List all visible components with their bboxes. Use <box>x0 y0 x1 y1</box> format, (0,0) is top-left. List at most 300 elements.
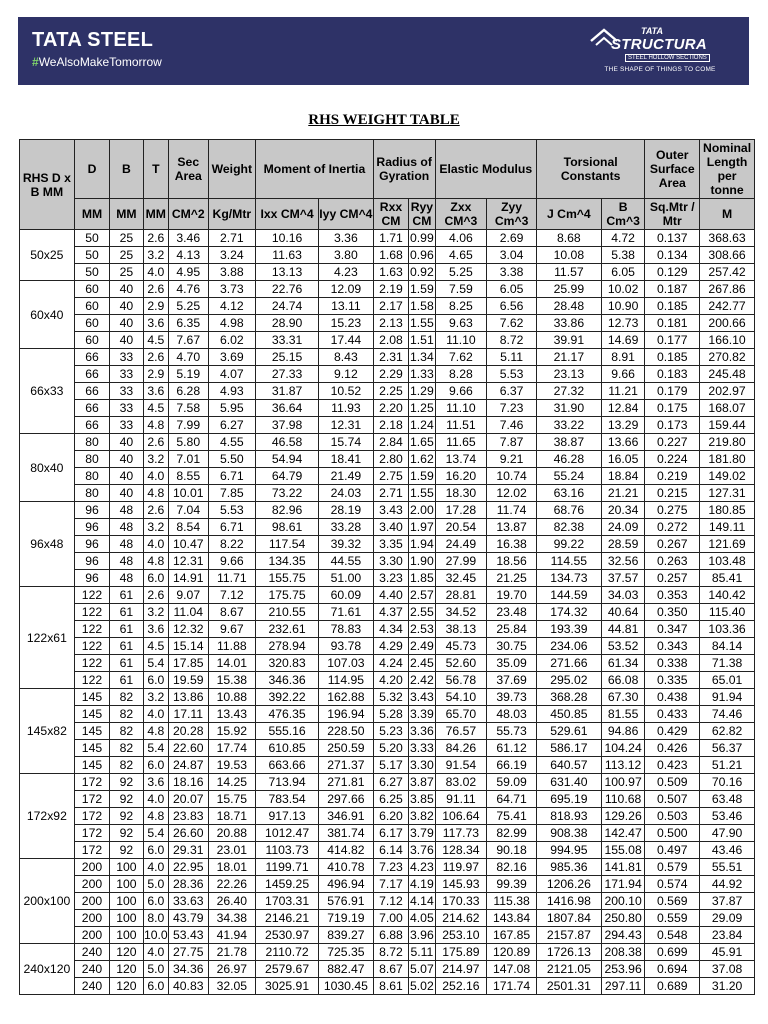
table-cell: 16.38 <box>487 536 537 553</box>
table-cell: 33.63 <box>168 893 208 910</box>
table-cell: 0.343 <box>645 638 700 655</box>
table-cell: 7.99 <box>168 417 208 434</box>
table-cell: 40 <box>110 332 143 349</box>
col-header-sec-area: Sec Area <box>168 140 208 199</box>
table-cell: 15.75 <box>208 791 256 808</box>
size-label: 60x40 <box>20 281 75 349</box>
table-cell: 92 <box>110 808 143 825</box>
table-cell: 2.6 <box>143 230 168 247</box>
table-cell: 8.22 <box>208 536 256 553</box>
table-cell: 0.509 <box>645 774 700 791</box>
table-cell: 83.02 <box>435 774 487 791</box>
table-cell: 5.02 <box>410 979 434 993</box>
table-cell: 82.16 <box>487 859 537 876</box>
table-cell: 253.10 <box>435 927 487 944</box>
table-cell: 3.2 <box>143 689 168 706</box>
table-cell: 270.82 <box>700 349 755 366</box>
table-cell: 120 <box>110 944 143 961</box>
table-cell: 4.14 <box>410 894 434 908</box>
table-cell: 38.13 <box>435 621 487 638</box>
table-cell: 27.99 <box>435 553 487 570</box>
table-row <box>20 332 755 349</box>
table-cell: 45.73 <box>435 638 487 655</box>
table-cell: 92 <box>110 842 143 859</box>
table-cell: 120.89 <box>487 944 537 961</box>
table-cell: 40 <box>110 485 143 502</box>
table-cell: 28.90 <box>256 315 319 332</box>
table-cell: 32.05 <box>208 978 256 995</box>
table-cell: 134.73 <box>536 570 601 587</box>
table-cell: 2.49 <box>410 639 434 653</box>
table-cell: 40.64 <box>601 604 645 621</box>
table-cell: 4.5 <box>143 638 168 655</box>
table-cell: 31.87 <box>256 383 319 400</box>
table-cell: 4.19 <box>410 877 434 891</box>
table-cell: 12.32 <box>168 621 208 638</box>
table-cell: 882.47 <box>319 961 374 978</box>
table-cell: 0.134 <box>645 247 700 264</box>
table-cell: 24.09 <box>601 519 645 536</box>
unit-header: Ixx CM^4 <box>256 199 319 230</box>
table-cell: 44.92 <box>700 876 755 893</box>
table-cell: 99.22 <box>536 536 601 553</box>
table-cell: 92 <box>110 774 143 791</box>
table-cell: 28.59 <box>601 536 645 553</box>
table-cell: 2.6 <box>143 502 168 519</box>
table-cell: 1459.25 <box>256 876 319 893</box>
table-cell: 346.91 <box>319 808 374 825</box>
table-cell: 11.04 <box>168 604 208 621</box>
table-cell: 75.41 <box>487 808 537 825</box>
table-cell: 84.26 <box>435 740 487 757</box>
table-cell: 11.51 <box>435 417 487 434</box>
table-cell: 0.574 <box>645 876 700 893</box>
table-cell: 172 <box>74 791 109 808</box>
size-label: 96x48 <box>20 502 75 587</box>
table-cell: 28.19 <box>319 502 374 519</box>
table-cell: 200 <box>74 927 109 944</box>
table-cell: 0.438 <box>645 689 700 706</box>
table-cell: 271.66 <box>536 655 601 672</box>
table-cell: 818.93 <box>536 808 601 825</box>
table-cell: 33.86 <box>536 315 601 332</box>
table-cell: 2.6 <box>143 587 168 604</box>
table-cell: 16.05 <box>601 451 645 468</box>
table-cell: 9.21 <box>487 451 537 468</box>
table-cell: 2.80 <box>373 451 408 468</box>
table-cell: 1.97 <box>410 520 434 534</box>
table-cell: 5.28 <box>373 706 408 723</box>
table-cell: 13.74 <box>435 451 487 468</box>
table-cell: 107.03 <box>319 655 374 672</box>
table-cell: 128.34 <box>435 842 487 859</box>
table-cell: 3.33 <box>410 741 434 755</box>
table-cell: 994.95 <box>536 842 601 859</box>
table-row <box>20 774 755 791</box>
table-cell: 2530.97 <box>256 927 319 944</box>
table-cell: 10.02 <box>601 281 645 298</box>
table-row <box>20 451 755 468</box>
table-cell: 18.41 <box>319 451 374 468</box>
size-label: 66x33 <box>20 349 75 434</box>
table-cell: 24.49 <box>435 536 487 553</box>
table-cell: 8.68 <box>536 230 601 247</box>
table-cell: 2.71 <box>208 230 256 247</box>
table-cell: 11.21 <box>601 383 645 400</box>
table-cell: 27.75 <box>168 944 208 961</box>
table-cell: 267.86 <box>700 281 755 298</box>
table-cell: 4.76 <box>168 281 208 298</box>
table-cell: 2.31 <box>373 349 408 366</box>
table-cell: 82 <box>110 757 143 774</box>
table-cell: 98.61 <box>256 519 319 536</box>
unit-header: MM <box>74 199 109 230</box>
table-cell: 7.62 <box>435 349 487 366</box>
table-cell: 145.93 <box>435 876 487 893</box>
table-cell: 172 <box>74 808 109 825</box>
table-cell: 25.15 <box>256 349 319 366</box>
table-cell: 180.85 <box>700 502 755 519</box>
table-cell: 3.85 <box>410 792 434 806</box>
table-cell: 13.66 <box>601 434 645 451</box>
table-cell: 1.68 <box>373 247 408 264</box>
table-cell: 100.97 <box>601 774 645 791</box>
table-cell: 11.71 <box>208 570 256 587</box>
table-cell: 25 <box>110 247 143 264</box>
table-cell: 71.61 <box>319 604 374 621</box>
table-cell: 155.08 <box>601 842 645 859</box>
table-cell: 45.91 <box>700 944 755 961</box>
table-cell: 20.54 <box>435 519 487 536</box>
table-cell: 2.42 <box>410 673 434 687</box>
table-cell: 7.12 <box>373 893 408 910</box>
table-cell: 143.84 <box>487 910 537 927</box>
table-cell: 4.40 <box>373 587 408 604</box>
table-cell: 32.56 <box>601 553 645 570</box>
table-row <box>20 910 755 927</box>
table-cell: 70.16 <box>700 774 755 791</box>
table-cell: 610.85 <box>256 740 319 757</box>
table-cell: 5.23 <box>373 723 408 740</box>
table-cell: 2110.72 <box>256 944 319 961</box>
table-cell: 19.53 <box>208 757 256 774</box>
table-cell: 1206.26 <box>536 876 601 893</box>
table-cell: 2121.05 <box>536 961 601 978</box>
table-cell: 1012.47 <box>256 825 319 842</box>
unit-header: MM <box>110 199 143 230</box>
table-cell: 96 <box>74 519 109 536</box>
table-cell: 196.94 <box>319 706 374 723</box>
table-cell: 3.6 <box>143 774 168 791</box>
table-cell: 5.4 <box>143 825 168 842</box>
table-cell: 1726.13 <box>536 944 601 961</box>
size-label: 200x100 <box>20 859 75 944</box>
table-cell: 10.08 <box>536 247 601 264</box>
col-header-b: B <box>110 140 143 199</box>
table-cell: 252.16 <box>435 978 487 995</box>
table-cell: 15.38 <box>208 672 256 689</box>
table-cell: 0.96 <box>410 248 434 262</box>
table-cell: 240 <box>74 944 109 961</box>
structura-slogan: THE SHAPE OF THINGS TO COME <box>604 66 716 73</box>
table-cell: 24.74 <box>256 298 319 315</box>
table-cell: 586.17 <box>536 740 601 757</box>
table-cell: 12.31 <box>319 417 374 434</box>
table-row <box>20 723 755 740</box>
table-cell: 110.68 <box>601 791 645 808</box>
table-cell: 145 <box>74 706 109 723</box>
table-cell: 5.53 <box>487 366 537 383</box>
table-cell: 294.43 <box>601 927 645 944</box>
table-cell: 100 <box>110 876 143 893</box>
table-cell: 1807.84 <box>536 910 601 927</box>
table-cell: 200 <box>74 910 109 927</box>
table-cell: 38.87 <box>536 434 601 451</box>
page-title: RHS WEIGHT TABLE <box>308 112 460 128</box>
table-cell: 7.12 <box>208 587 256 604</box>
table-row <box>20 842 755 859</box>
table-cell: 208.38 <box>601 944 645 961</box>
table-cell: 166.10 <box>700 332 755 349</box>
table-cell: 50 <box>74 264 109 281</box>
table-cell: 1.59 <box>410 282 434 296</box>
table-cell: 11.65 <box>435 434 487 451</box>
table-cell: 9.66 <box>601 366 645 383</box>
table-cell: 5.80 <box>168 434 208 451</box>
table-cell: 0.183 <box>645 366 700 383</box>
table-cell: 63.16 <box>536 485 601 502</box>
table-cell: 145 <box>74 723 109 740</box>
table-cell: 1.63 <box>373 264 408 281</box>
table-cell: 240 <box>74 978 109 995</box>
table-cell: 56.78 <box>435 672 487 689</box>
col-header-weight: Weight <box>208 140 256 199</box>
table-cell: 6.37 <box>487 383 537 400</box>
table-cell: 0.569 <box>645 893 700 910</box>
table-cell: 23.83 <box>168 808 208 825</box>
table-row <box>20 859 755 876</box>
table-cell: 28.81 <box>435 587 487 604</box>
table-cell: 39.32 <box>319 536 374 553</box>
table-row <box>20 638 755 655</box>
col-header-outer-surface-area: Outer Surface Area <box>645 140 700 199</box>
table-row <box>20 672 755 689</box>
table-cell: 5.32 <box>373 689 408 706</box>
table-cell: 783.54 <box>256 791 319 808</box>
table-row <box>20 536 755 553</box>
table-cell: 15.74 <box>319 434 374 451</box>
table-cell: 20.28 <box>168 723 208 740</box>
table-cell: 0.185 <box>645 298 700 315</box>
table-cell: 4.65 <box>435 247 487 264</box>
table-cell: 3.23 <box>373 570 408 587</box>
table-cell: 66.08 <box>601 672 645 689</box>
table-cell: 14.91 <box>168 570 208 587</box>
table-cell: 78.83 <box>319 621 374 638</box>
table-cell: 115.40 <box>700 604 755 621</box>
table-cell: 2501.31 <box>536 978 601 995</box>
table-cell: 82.38 <box>536 519 601 536</box>
table-cell: 3.30 <box>373 553 408 570</box>
table-cell: 96 <box>74 553 109 570</box>
table-cell: 106.64 <box>435 808 487 825</box>
table-cell: 10.47 <box>168 536 208 553</box>
table-cell: 21.17 <box>536 349 601 366</box>
table-cell: 30.75 <box>487 638 537 655</box>
table-cell: 1.85 <box>410 571 434 585</box>
table-cell: 10.74 <box>487 468 537 485</box>
size-label: 50x25 <box>20 230 75 281</box>
col-header-size: RHS D x B MM <box>20 140 75 230</box>
header-banner <box>18 17 749 85</box>
table-cell: 0.579 <box>645 859 700 876</box>
table-cell: 41.94 <box>208 927 256 944</box>
tagline <box>32 55 162 69</box>
table-cell: 82 <box>110 723 143 740</box>
table-cell: 27.33 <box>256 366 319 383</box>
table-cell: 2579.67 <box>256 961 319 978</box>
table-cell: 96 <box>74 536 109 553</box>
table-cell: 0.548 <box>645 927 700 944</box>
table-cell: 13.43 <box>208 706 256 723</box>
table-cell: 17.74 <box>208 740 256 757</box>
table-cell: 172 <box>74 774 109 791</box>
table-cell: 23.01 <box>208 842 256 859</box>
table-cell: 3.36 <box>410 724 434 738</box>
table-cell: 14.69 <box>601 332 645 349</box>
table-cell: 4.55 <box>208 434 256 451</box>
table-cell: 4.93 <box>208 383 256 400</box>
table-cell: 11.10 <box>435 400 487 417</box>
table-row <box>20 298 755 315</box>
table-cell: 80 <box>74 434 109 451</box>
table-cell: 392.22 <box>256 689 319 706</box>
table-cell: 18.01 <box>208 859 256 876</box>
table-cell: 40.83 <box>168 978 208 995</box>
table-cell: 168.07 <box>700 400 755 417</box>
table-cell: 250.80 <box>601 910 645 927</box>
table-cell: 6.0 <box>143 757 168 774</box>
table-cell: 60 <box>74 332 109 349</box>
table-cell: 2.17 <box>373 298 408 315</box>
table-cell: 127.31 <box>700 485 755 502</box>
table-cell: 23.48 <box>487 604 537 621</box>
table-cell: 15.14 <box>168 638 208 655</box>
table-cell: 0.699 <box>645 944 700 961</box>
table-cell: 2.75 <box>373 468 408 485</box>
table-cell: 18.71 <box>208 808 256 825</box>
table-cell: 2.9 <box>143 298 168 315</box>
table-cell: 181.80 <box>700 451 755 468</box>
table-cell: 113.12 <box>601 757 645 774</box>
table-cell: 22.76 <box>256 281 319 298</box>
table-cell: 22.26 <box>208 876 256 893</box>
col-header-torsional-constants: Torsional Constants <box>536 140 644 199</box>
unit-header: B Cm^3 <box>601 199 645 230</box>
table-cell: 43.79 <box>168 910 208 927</box>
structura-name: STRUCTURA <box>611 36 708 53</box>
table-cell: 149.11 <box>700 519 755 536</box>
table-cell: 4.23 <box>410 860 434 874</box>
table-row <box>20 808 755 825</box>
table-cell: 10.01 <box>168 485 208 502</box>
table-cell: 54.94 <box>256 451 319 468</box>
table-cell: 4.70 <box>168 349 208 366</box>
table-cell: 308.66 <box>700 247 755 264</box>
table-cell: 147.08 <box>487 961 537 978</box>
table-cell: 2.6 <box>143 434 168 451</box>
table-cell: 0.185 <box>645 349 700 366</box>
table-cell: 6.0 <box>143 842 168 859</box>
table-row <box>20 519 755 536</box>
table-cell: 13.86 <box>168 689 208 706</box>
table-cell: 22.95 <box>168 859 208 876</box>
table-row <box>20 502 755 519</box>
table-cell: 9.67 <box>208 621 256 638</box>
table-cell: 37.98 <box>256 417 319 434</box>
table-cell: 1.62 <box>410 452 434 466</box>
table-cell: 122 <box>74 672 109 689</box>
table-cell: 8.72 <box>487 332 537 349</box>
table-cell: 56.37 <box>700 740 755 757</box>
table-cell: 6.27 <box>208 417 256 434</box>
table-cell: 46.58 <box>256 434 319 451</box>
table-cell: 40 <box>110 281 143 298</box>
table-cell: 839.27 <box>319 927 374 944</box>
table-cell: 3.82 <box>410 809 434 823</box>
table-cell: 0.227 <box>645 434 700 451</box>
table-cell: 40 <box>110 468 143 485</box>
table-cell: 60.09 <box>319 587 374 604</box>
table-cell: 34.36 <box>168 961 208 978</box>
table-cell: 134.35 <box>256 553 319 570</box>
table-cell: 21.21 <box>601 485 645 502</box>
table-cell: 61 <box>110 638 143 655</box>
table-cell: 1.33 <box>410 367 434 381</box>
hashtag-symbol: # <box>32 55 39 69</box>
table-cell: 0.175 <box>645 400 700 417</box>
table-cell: 22.60 <box>168 740 208 757</box>
table-cell: 21.25 <box>487 570 537 587</box>
table-cell: 381.74 <box>319 825 374 842</box>
table-cell: 1703.31 <box>256 893 319 910</box>
table-cell: 5.53 <box>208 502 256 519</box>
table-cell: 117.73 <box>435 825 487 842</box>
table-cell: 725.35 <box>319 944 374 961</box>
table-cell: 35.09 <box>487 655 537 672</box>
table-cell: 39.73 <box>487 689 537 706</box>
table-cell: 6.0 <box>143 570 168 587</box>
table-row <box>20 383 755 400</box>
table-cell: 0.263 <box>645 553 700 570</box>
table-cell: 7.04 <box>168 502 208 519</box>
table-cell: 66 <box>74 383 109 400</box>
table-cell: 6.56 <box>487 298 537 315</box>
table-cell: 0.99 <box>410 231 434 245</box>
table-cell: 96 <box>74 502 109 519</box>
table-cell: 2.55 <box>410 605 434 619</box>
size-label: 122x61 <box>20 587 75 689</box>
table-cell: 7.87 <box>487 434 537 451</box>
table-row <box>20 366 755 383</box>
col-header-t: T <box>143 140 168 199</box>
table-cell: 26.60 <box>168 825 208 842</box>
table-cell: 1.25 <box>410 401 434 415</box>
table-cell: 6.05 <box>601 264 645 281</box>
table-cell: 6.88 <box>373 927 408 944</box>
table-cell: 6.27 <box>373 774 408 791</box>
table-row <box>20 570 755 587</box>
